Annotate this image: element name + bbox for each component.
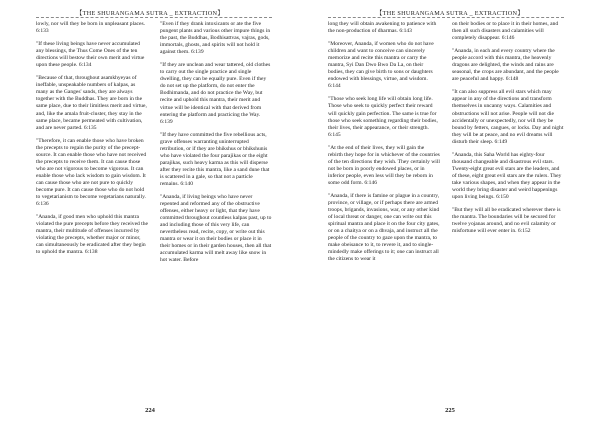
paragraph: "Ananda, this Saha World has eighty-four thousand changeable and disastrous evil stars. Twenty-eight great evil stars are the leaders, and of these, eight great evil stars are the rulers. They take various shapes, and when they appear in the world they bring disaster and weird happenings upon living beings. 6:150 [452, 151, 562, 201]
paragraph: lowly, nor will they be born in unpleasant places. 6:133 [36, 21, 146, 35]
running-header: 【THE SHURANGAMA SUTRA _ EXTRACTION】 [76, 10, 224, 17]
text-column-1 [328, 21, 440, 397]
paragraph: "Moreover, Ananda, if women who do not have children and want to conceive can sincerely memorize and recite this mantra or carry the mantra, Syi Dan Dwo Bwo Da La, on their bodies, they can give birth to sons or daughters endowed with blessings, virtue, and wisdom. 6:144 [328, 41, 434, 90]
paragraph: "At the end of their lives, they will gain the rebirth they hope for in whichever of the countries of the ten directions they wish. They certainly will not be born in poorly endowed places, or in inferior people, even less will they be reborn in some odd form. 6:146 [328, 144, 440, 186]
paragraph: "Ananda, if there is famine or plague in a country, province, or village, or if perhaps there are armed troops, brigands, invasions, war, or any other kind of local threat or danger, one can write out this spiritual mantra and place it on the four city gates, or on a chaitya or on a dhvaja, and instruct all the people of the country to gaze upon the mantra, to make obeisance to it, to revere it, and to single-mindedly make offerings to it; one can instruct all the citizens to wear it [328, 192, 440, 263]
running-header: 【THE SHURANGAMA SUTRA _ EXTRACTION】 [376, 10, 524, 17]
paragraph: "But they will all be eradicated wherever there is the mantra. The boundaries will be secured for twelve yojanas around, and no evil calamity or misfortune will ever enter in. 6:152 [452, 207, 561, 235]
text-column-2 [160, 21, 272, 397]
paragraph: "If these living beings have never accumulated any blessings, the Thus Come Ones of the ten directions will bestow their own merit and virtue upon these people. 6:134 [36, 41, 145, 69]
paragraph: "Ananda, if living beings who have never repented and reformed any of the obstructive offenses, either heavy or light, that they have committed throughout countless kalpas past, up to and including those of this very life, can nevertheless read, recite, copy, or write out this mantra or wear it on their bodies or place it in their homes or in their garden houses, then all that accumulated karma will melt away like snow in hot water. Before [160, 194, 272, 264]
paragraph: "Those who seek long life will obtain long life. Those who seek to quickly perfect their reward will quickly gain perfection. The same is true for those who seek something regarding their bodies, their lives, their appearance, or their strength. 6:145 [328, 96, 438, 138]
paragraph: "Because of that, throughout asamkhyeyas of ineffable, unspeakable numbers of kalpas, as many as the Ganges' sands, they are always together with the Buddhas. They are born in the same place, due to their limitless merit and virtue, and, like the amala fruit-cluster, they stay in the same place, became permeated with cultivation, and are never parted. 6:135 [36, 75, 147, 131]
page-number: 225 [445, 407, 455, 414]
text-column-2 [452, 21, 564, 397]
text-columns [36, 21, 272, 415]
text-columns [328, 21, 564, 415]
paragraph: on their bodies or to place it in their homes, and then all such disasters and calamities will completely disappear. 6:146 [452, 21, 559, 42]
paragraph: "It can also suppress all evil stars which may appear in any of the directions and transform themselves in uncanny ways. Calamities and obstructions will not arise. People will not die accidentally or unexpectedly, nor will they be bound by fetters, cangues, or locks. Day and night they will be at peace, and no evil dreams will disturb their sleep. 6:149 [452, 89, 564, 145]
right-page [300, 0, 600, 424]
paragraph: "Therefore, it can enable those who have broken the precepts to regain the purity of the precept-source. It can enable those who have not received the precepts to receive them. It can cause those who are not vigorous to become vigorous. It can enable those who lack wisdom to gain wisdom. It can cause those who are not pure to quickly become pure. It can cause those who do not hold to vegetarianism to become vegetarians naturally. 6:136 [36, 137, 147, 208]
header-rule [36, 17, 272, 18]
paragraph: long they will obtain awakening to patience with the non-production of dharmas. 6:143 [328, 21, 437, 35]
paragraph: "Ananda, in each and every country where the people accord with this mantra, the heavenly dragons are delighted, the winds and rains are seasonal, the crops are abundant, and the people are peaceful and happy. 6:148 [452, 48, 559, 83]
text-column-1 [36, 21, 148, 397]
paragraph: "Ananda, if good men who uphold this mantra violated the pure precepts before they received the mantra, their multitude of offenses incurred by violating the precepts, whether major or minor, can simultaneously be eradicated after they begin to uphold the mantra. 6:138 [36, 214, 148, 256]
paragraph: "Even if they drank intoxicants or ate the five pungent plants and various other impure things in the past, the Buddhas, Bodhisattvas, vajras, gods, immortals, ghosts, and spirits will not hold it against them. 6:139 [160, 21, 271, 56]
page-number: 224 [145, 407, 155, 414]
paragraph: "If they have committed the five rebellious acts, grave offenses warranting uninterrupted retribution, or if they are bhikshus or bhikshunis who have violated the four parajikas or the eight parajikas, such heavy karma as this will disperse after they recite this mantra, like a sand dune that is scattered in a gale, so that not a particle remains. 6:140 [160, 131, 270, 187]
paragraph: "If they are unclean and wear tattered, old clothes to carry out the single practice and single dwelling, they can be equally pure. Even if they do not set up the platform, do not enter the Bodhimanda, and do not practice the Way, but recite and uphold this mantra, their merit and virtue will be identical with that derived from entering the platform and practicing the Way. 6:139 [160, 62, 271, 125]
header-rule [328, 17, 564, 18]
